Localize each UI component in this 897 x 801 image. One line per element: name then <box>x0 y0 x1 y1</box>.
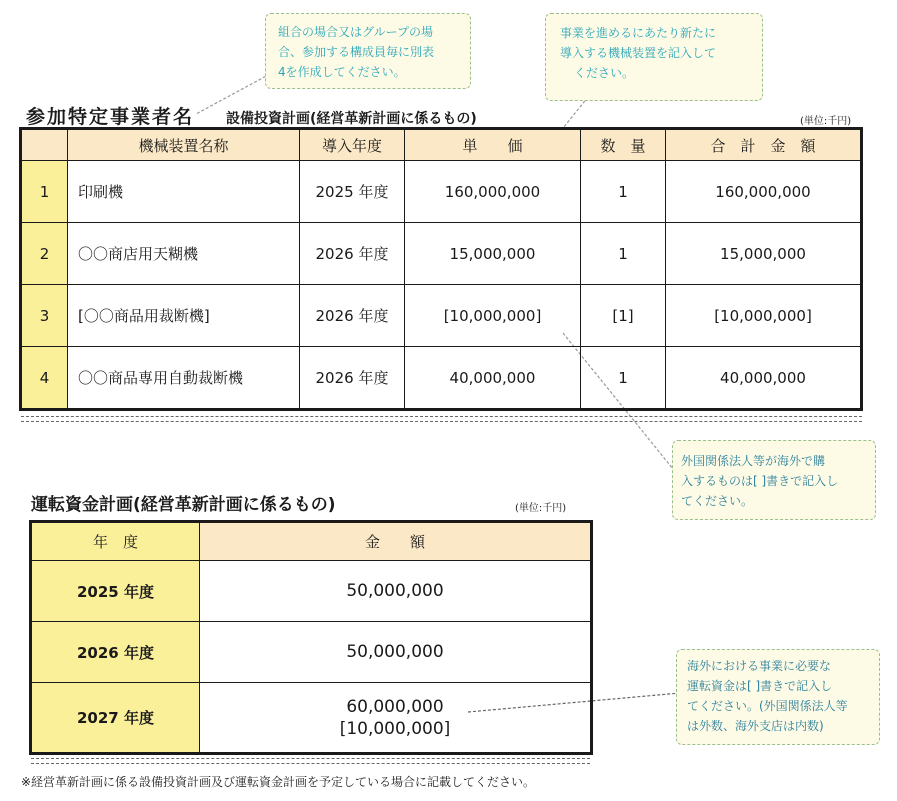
table-row <box>22 161 861 223</box>
callout-line: 運転資金は[ ]書きで記入し <box>687 679 833 693</box>
company-name-heading: 参加特定事業者名 <box>26 106 195 128</box>
install-year: 2025 年度 <box>300 161 405 223</box>
capital-amount <box>200 683 591 753</box>
total-amount: [10,000,000] <box>666 285 861 347</box>
equipment-name: 〇〇商店用天糊機 <box>68 223 300 285</box>
callout-line: は外数、海外支店は内数) <box>687 719 824 733</box>
table-divider <box>21 421 862 422</box>
table-row <box>22 285 861 347</box>
callout-line: 導入する機械装置を記入して <box>560 46 717 60</box>
table-header-row <box>32 523 591 561</box>
table-divider <box>31 758 590 759</box>
table-row <box>32 561 591 622</box>
amount-value: 60,000,000 <box>346 696 444 717</box>
callout-line: ください。 <box>574 66 635 80</box>
install-year: 2026 年度 <box>300 223 405 285</box>
working-capital-title: 運転資金計画(経営革新計画に係るもの) <box>31 495 336 515</box>
callout-line: 合、参加する構成員毎に別表 <box>278 45 435 59</box>
fiscal-year: 2025 年度 <box>32 561 200 622</box>
callout-line: 事業を進めるにあたり新たに <box>560 26 717 40</box>
amount-value: 50,000,000 <box>346 581 444 601</box>
unit-price: 15,000,000 <box>405 223 581 285</box>
header-year: 導入年度 <box>300 130 405 161</box>
install-year: 2026 年度 <box>300 285 405 347</box>
equipment-unit-label: (単位:千円) <box>800 116 852 127</box>
quantity: 1 <box>581 223 666 285</box>
table-row <box>22 347 861 409</box>
equipment-name: 〇〇商品専用自動裁断機 <box>68 347 300 409</box>
table-header-row <box>22 130 861 161</box>
row-number: 2 <box>22 223 68 285</box>
install-year: 2026 年度 <box>300 347 405 409</box>
header-number <box>22 130 68 161</box>
callout-line: 海外における事業に必要な <box>687 659 832 673</box>
equipment-name: [〇〇商品用裁断機] <box>68 285 300 347</box>
equipment-plan-title: 設備投資計画(経営革新計画に係るもの) <box>226 111 477 127</box>
total-amount: 40,000,000 <box>666 347 861 409</box>
overseas-amount-value: [10,000,000] <box>339 718 451 739</box>
fiscal-year: 2027 年度 <box>32 683 200 753</box>
callout-line: てください。 <box>681 494 754 508</box>
footnote: ※経営革新計画に係る設備投資計画及び運転資金計画を予定している場合に記載してください。 <box>21 775 536 789</box>
quantity: [1] <box>581 285 666 347</box>
callout-foreign-equipment-note <box>672 440 876 520</box>
callout-foreign-capital-note <box>676 649 880 745</box>
callout-line: 4を作成してください。 <box>278 65 406 79</box>
table-divider <box>21 416 862 417</box>
header-quantity: 数 量 <box>581 130 666 161</box>
working-capital-table <box>31 522 591 753</box>
amount-value: 50,000,000 <box>346 642 444 662</box>
header-total: 合 計 金 額 <box>666 130 861 161</box>
equipment-investment-table <box>21 129 861 409</box>
callout-line: 外国関係法人等が海外で購 <box>681 454 826 468</box>
row-number: 4 <box>22 347 68 409</box>
table-row <box>32 683 591 753</box>
capital-amount <box>200 622 591 683</box>
unit-price: 40,000,000 <box>405 347 581 409</box>
callout-line: 入するものは[ ]書きで記入し <box>681 474 839 488</box>
callout-group-note <box>265 13 471 89</box>
row-number: 3 <box>22 285 68 347</box>
unit-price: 160,000,000 <box>405 161 581 223</box>
total-amount: 15,000,000 <box>666 223 861 285</box>
header-amount: 金 額 <box>200 523 591 561</box>
table-row <box>22 223 861 285</box>
callout-line: てください。(外国関係法人等 <box>687 699 848 713</box>
total-amount: 160,000,000 <box>666 161 861 223</box>
header-unit-price: 単 価 <box>405 130 581 161</box>
quantity: 1 <box>581 161 666 223</box>
table-row <box>32 622 591 683</box>
callout-equipment-note <box>545 13 763 101</box>
equipment-name: 印刷機 <box>68 161 300 223</box>
header-equipment-name: 機械装置名称 <box>68 130 300 161</box>
row-number: 1 <box>22 161 68 223</box>
quantity: 1 <box>581 347 666 409</box>
header-fiscal-year: 年 度 <box>32 523 200 561</box>
table-divider <box>31 763 590 764</box>
capital-amount <box>200 561 591 622</box>
fiscal-year: 2026 年度 <box>32 622 200 683</box>
working-capital-unit-label: (単位:千円) <box>515 503 567 514</box>
unit-price: [10,000,000] <box>405 285 581 347</box>
callout-line: 組合の場合又はグループの場 <box>278 25 434 39</box>
